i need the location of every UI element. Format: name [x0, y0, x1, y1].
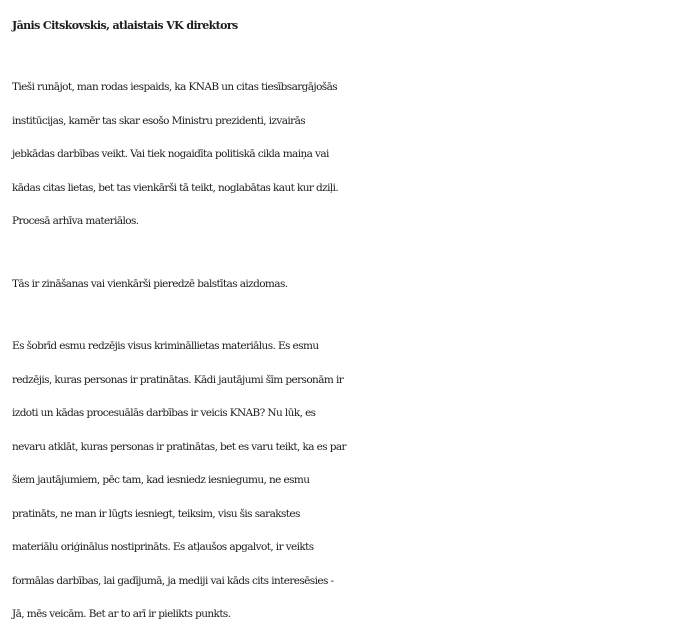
text-line: redzējis, kuras personas ir pratinātas. Kādi jautājumi šīm personām ir [12, 373, 344, 386]
text-line: materiālu oriģinālus nostiprināts. Es atļaušos apgalvot, ir veikts [12, 541, 314, 553]
speaker-heading: Jānis Citskovskis, atlaistais VK direktors [12, 19, 238, 32]
text-line: kādas citas lietas, bet tas vienkārši tā teikt, noglabātas kaut kur dziļi. [12, 181, 339, 194]
text-line: šiem jautājumiem, pēc tam, kad iesniedz iesniegumu, ne esmu [12, 474, 310, 486]
text-line: Tieši runājot, man rodas iespaids, ka KNAB un citas tiesībsargājošās [12, 81, 338, 93]
text-line: formālas darbības, lai gadījumā, ja mediji vai kāds cits interesēsies - [12, 574, 334, 587]
text-line: Procesā arhīva materiālos. [12, 215, 139, 227]
text-line: institūcijas, kamēr tas skar esošo Ministru prezidenti, izvairās [12, 114, 306, 127]
paragraph-3 [12, 330, 688, 632]
article-body [12, 0, 688, 632]
text-line: pratināts, ne man ir lūgts iesniegt, teiksim, visu šis sarakstes [12, 507, 300, 520]
text-line: Jā, mēs veicām. Bet ar to arī ir pielikts punkts. [12, 608, 231, 620]
text-line: jebkādas darbības veikt. Vai tiek nogaidīta politiskā cikla maiņa vai [12, 148, 329, 160]
text-line: Es šobrīd esmu redzējis visus krimināllietas materiālus. Es esmu [12, 340, 319, 352]
text-line: nevaru atklāt, kuras personas ir pratinātas, bet es varu teikt, ka es par [12, 440, 346, 453]
text-line: Tās ir zināšanas vai vienkārši pieredzē balstītas aizdomas. [12, 277, 288, 290]
text-line: izdoti un kādas procesuālās darbības ir veicis KNAB? Nu lūk, es [12, 407, 316, 419]
paragraph-1 [12, 71, 688, 239]
paragraph-2 [12, 268, 688, 302]
